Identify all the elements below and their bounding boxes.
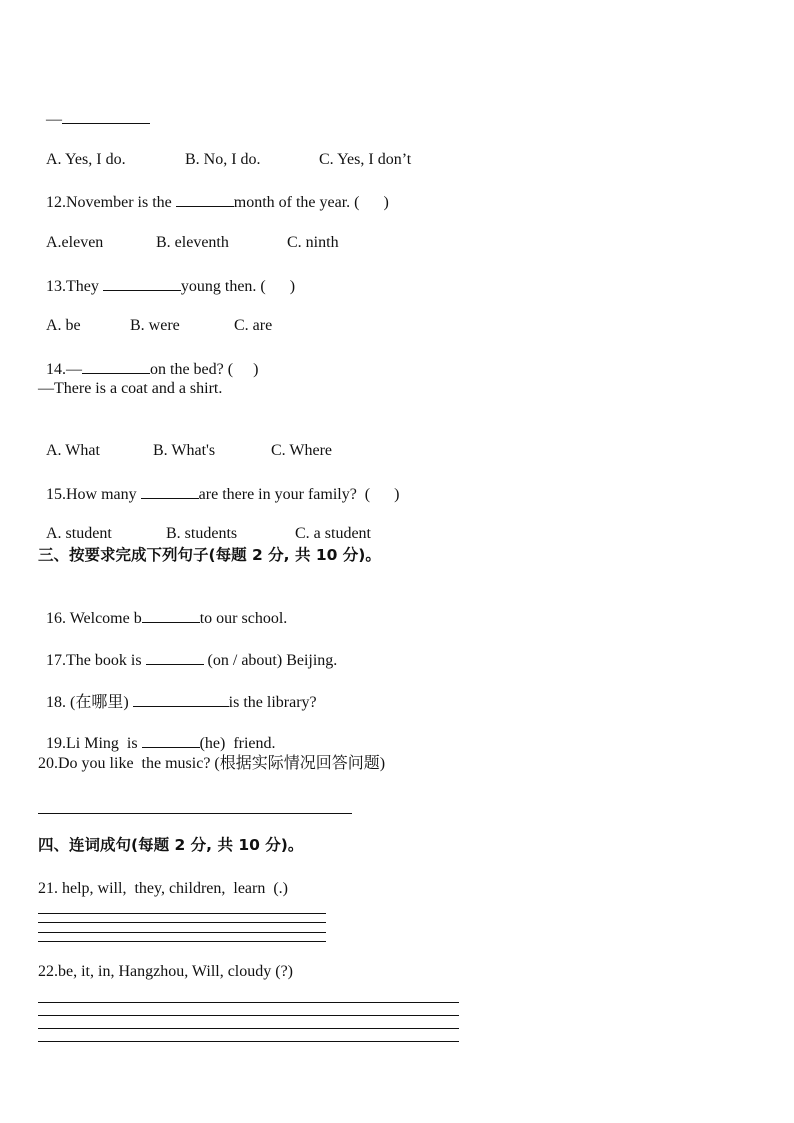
q18-text-after: is the library? xyxy=(228,694,317,711)
q16-question xyxy=(38,587,287,629)
q12-options xyxy=(38,213,339,253)
q12-question xyxy=(38,171,389,213)
q15-blank[interactable] xyxy=(141,483,199,499)
q13-text-after: young then. ( ) xyxy=(180,278,296,295)
q16-text-before: 16. Welcome b xyxy=(46,610,142,627)
q12-option-b[interactable]: B. eleventh xyxy=(156,234,229,251)
section-3-heading: 三、按要求完成下列句子(每题 2 分, 共 10 分)。 xyxy=(38,546,381,564)
q16-blank[interactable] xyxy=(142,607,200,623)
q18-text-before: 18. (在哪里) xyxy=(46,694,133,711)
q14-option-c[interactable]: C. Where xyxy=(271,442,333,459)
q12-option-a[interactable]: A.eleven xyxy=(46,234,104,251)
q22-question: 22.be, it, in, Hangzhou, Will, cloudy (?) xyxy=(38,963,294,980)
q11-option-a[interactable]: A. Yes, I do. xyxy=(46,151,126,168)
q12-text-after: month of the year. ( ) xyxy=(233,194,389,211)
q13-option-b[interactable]: B. were xyxy=(130,317,180,334)
q14-question xyxy=(38,338,258,380)
q15-text-before: 15.How many xyxy=(46,486,141,503)
q20-answer-line[interactable] xyxy=(38,813,352,814)
q19-blank[interactable] xyxy=(142,732,200,748)
q13-text-before: 13.They xyxy=(46,278,103,295)
q15-option-a[interactable]: A. student xyxy=(46,525,112,542)
q19-text-before: 19.Li Ming is xyxy=(46,735,142,752)
q18-question xyxy=(38,671,317,713)
q12-text-before: 12.November is the xyxy=(46,194,176,211)
q12-option-c[interactable]: C. ninth xyxy=(287,234,339,251)
q11-blank[interactable] xyxy=(62,108,150,124)
q21-question: 21. help, will, they, children, learn (.) xyxy=(38,880,288,897)
q12-blank[interactable] xyxy=(176,191,234,207)
q11-dash: — xyxy=(46,111,62,128)
q15-question xyxy=(38,463,399,505)
q15-text-after: are there in your family? ( ) xyxy=(198,486,400,503)
q17-blank[interactable] xyxy=(146,649,204,665)
q17-text-before: 17.The book is xyxy=(46,652,146,669)
q19-text-after: (he) friend. xyxy=(199,735,276,752)
q14-text-after: on the bed? ( ) xyxy=(150,361,259,378)
q11-options xyxy=(38,130,411,170)
q21-writing-line[interactable] xyxy=(38,932,326,933)
q17-question xyxy=(38,629,337,671)
q15-option-b[interactable]: B. students xyxy=(166,525,238,542)
q21-writing-line[interactable] xyxy=(38,922,326,923)
section-4-heading: 四、连词成句(每题 2 分, 共 10 分)。 xyxy=(38,836,304,854)
q13-option-c[interactable]: C. are xyxy=(234,317,273,334)
q14-blank[interactable] xyxy=(82,358,150,374)
q11-option-b[interactable]: B. No, I do. xyxy=(185,151,261,168)
q22-writing-line[interactable] xyxy=(38,1041,459,1042)
q18-blank[interactable] xyxy=(133,691,229,707)
q22-writing-line[interactable] xyxy=(38,1002,459,1003)
q13-blank[interactable] xyxy=(103,275,181,291)
q14-option-b[interactable]: B. What's xyxy=(153,442,216,459)
q17-text-after: (on / about) Beijing. xyxy=(203,652,338,669)
q11-option-c[interactable]: C. Yes, I don’t xyxy=(319,151,412,168)
q21-writing-line[interactable] xyxy=(38,941,326,942)
q13-options xyxy=(38,296,272,336)
q16-text-after: to our school. xyxy=(199,610,288,627)
q19-question xyxy=(38,712,276,754)
q14-reply: —There is a coat and a shirt. xyxy=(38,380,223,397)
q11-answer-line xyxy=(38,88,150,130)
q20-question: 20.Do you like the music? (根据实际情况回答问题) xyxy=(38,755,386,772)
q14-option-a[interactable]: A. What xyxy=(46,442,100,459)
q15-options xyxy=(38,504,371,544)
q13-question xyxy=(38,255,295,297)
q22-writing-line[interactable] xyxy=(38,1028,459,1029)
q15-option-c[interactable]: C. a student xyxy=(295,525,371,542)
q22-writing-line[interactable] xyxy=(38,1015,459,1016)
q13-option-a[interactable]: A. be xyxy=(46,317,81,334)
q21-writing-line[interactable] xyxy=(38,913,326,914)
q14-options xyxy=(38,421,332,461)
q14-text-before: 14.— xyxy=(46,361,82,378)
